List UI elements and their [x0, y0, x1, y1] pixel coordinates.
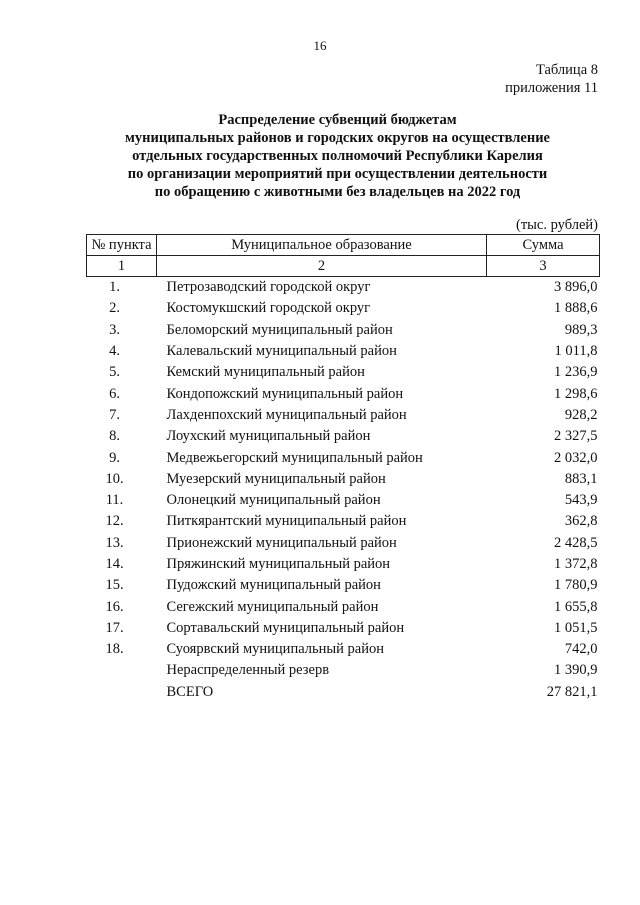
title-line: Распределение субвенций бюджетам — [218, 112, 457, 128]
municipality-name: Прионежский муниципальный район — [166, 534, 397, 551]
table-row — [87, 554, 600, 575]
table-row — [87, 682, 600, 703]
table-row — [87, 596, 600, 617]
amount-value: 1 051,5 — [554, 619, 598, 636]
title-line: муниципальных районов и городских округов на осуществление — [125, 130, 550, 146]
row-number — [87, 660, 157, 681]
table-row — [87, 490, 600, 511]
table-row — [87, 618, 600, 639]
row-number: 12. — [105, 513, 124, 530]
row-number: 16. — [105, 598, 124, 615]
amount-value: 2 428,5 — [554, 534, 598, 551]
amount-value: 1 888,6 — [554, 300, 598, 317]
row-number: 8. — [109, 428, 120, 445]
table-row — [87, 639, 600, 660]
page-number: 16 — [313, 38, 327, 53]
amount-value: 2 327,5 — [554, 428, 598, 445]
municipality-name: Кемский муниципальный район — [166, 364, 365, 381]
table-annex-label — [505, 61, 598, 97]
municipality-name: Олонецкий муниципальный район — [166, 492, 381, 509]
title-line: отдельных государственных полномочий Республики Карелия — [132, 148, 543, 164]
table-row — [87, 533, 600, 554]
table-row — [87, 575, 600, 596]
table-row — [87, 298, 600, 319]
row-number: 13. — [105, 534, 124, 551]
row-number: 10. — [105, 470, 124, 487]
row-number: 3. — [109, 321, 120, 338]
header-row — [87, 235, 600, 256]
amount-value: 27 821,1 — [546, 683, 598, 700]
row-number: 11. — [105, 492, 124, 509]
table-row — [87, 511, 600, 532]
document-title — [60, 111, 615, 201]
row-number: 9. — [109, 449, 120, 466]
municipality-name: Пряжинский муниципальный район — [166, 556, 391, 572]
row-number: 1. — [109, 279, 120, 296]
municipality-name: Костомукшский городской округ — [166, 300, 371, 317]
row-number — [87, 682, 157, 703]
column-number-row — [87, 256, 600, 277]
table-row — [87, 277, 600, 299]
amount-value: 1 011,8 — [554, 343, 598, 360]
title-line: по организации мероприятий при осуществлении деятельности — [127, 166, 548, 182]
municipality-name: Нераспределенный резерв — [166, 662, 330, 679]
title-line: по обращению с животными без владельцев на 2022 год — [154, 184, 521, 200]
row-number: 18. — [105, 641, 124, 658]
amount-value: 1 372,8 — [554, 556, 598, 572]
municipality-name: Питкярантский муниципальный район — [166, 513, 407, 530]
amount-value: 989,3 — [564, 321, 598, 338]
amount-value: 1 236,9 — [554, 364, 598, 381]
amount-value: 1 780,9 — [554, 577, 598, 594]
amount-value: 1 655,8 — [554, 598, 598, 615]
row-number: 2. — [109, 300, 120, 317]
row-number: 6. — [109, 385, 120, 402]
table-row — [87, 341, 600, 362]
row-number: 17. — [105, 619, 124, 636]
table-row — [87, 469, 600, 490]
row-number: 7. — [109, 406, 120, 423]
municipality-name: Сортавальский муниципальный район — [166, 619, 405, 636]
row-number: 15. — [105, 577, 124, 594]
municipality-name: Петрозаводский городской округ — [166, 279, 371, 296]
amount-value: 3 896,0 — [554, 279, 598, 296]
annex-appendix-number: приложения 11 — [505, 80, 598, 96]
header-municipality: Муниципальное образование — [157, 235, 487, 256]
header-item-number: № пункта — [87, 235, 157, 256]
table-row — [87, 447, 600, 468]
table-body — [87, 277, 600, 703]
table-row — [87, 426, 600, 447]
municipality-name: Кондопожский муниципальный район — [166, 385, 404, 402]
column-number: 2 — [157, 256, 487, 277]
row-number: 14. — [105, 556, 124, 572]
table-row — [87, 320, 600, 341]
units-label: (тыс. рублей) — [516, 217, 598, 233]
amount-value: 1 390,9 — [554, 662, 598, 679]
amount-value: 2 032,0 — [554, 449, 598, 466]
table-row — [87, 660, 600, 681]
municipality-name: Муезерский муниципальный район — [166, 470, 386, 487]
municipality-name: Лоухский муниципальный район — [166, 428, 371, 445]
header-amount: Сумма — [487, 235, 600, 256]
table-row — [87, 405, 600, 426]
municipality-name: Суоярвский муниципальный район — [166, 641, 384, 658]
municipality-name: Сегежский муниципальный район — [166, 598, 379, 615]
municipality-name: Лахденпохский муниципальный район — [166, 406, 407, 423]
table-row — [87, 362, 600, 383]
distribution-table — [86, 234, 600, 703]
row-number: 5. — [109, 364, 120, 381]
amount-value: 742,0 — [564, 641, 598, 658]
table-row — [87, 383, 600, 404]
column-number: 1 — [87, 256, 157, 277]
amount-value: 1 298,6 — [554, 385, 598, 402]
amount-value: 543,9 — [564, 492, 598, 509]
amount-value: 883,1 — [564, 470, 598, 487]
municipality-name: Калевальский муниципальный район — [166, 343, 397, 360]
row-number: 4. — [109, 343, 120, 360]
municipality-name: ВСЕГО — [166, 683, 214, 700]
column-number: 3 — [487, 256, 600, 277]
amount-value: 362,8 — [564, 513, 598, 530]
municipality-name: Пудожский муниципальный район — [166, 577, 381, 594]
annex-table-number: Таблица 8 — [535, 62, 598, 78]
municipality-name: Медвежьегорский муниципальный район — [166, 449, 423, 466]
amount-value: 928,2 — [564, 406, 598, 423]
municipality-name: Беломорский муниципальный район — [166, 321, 393, 338]
